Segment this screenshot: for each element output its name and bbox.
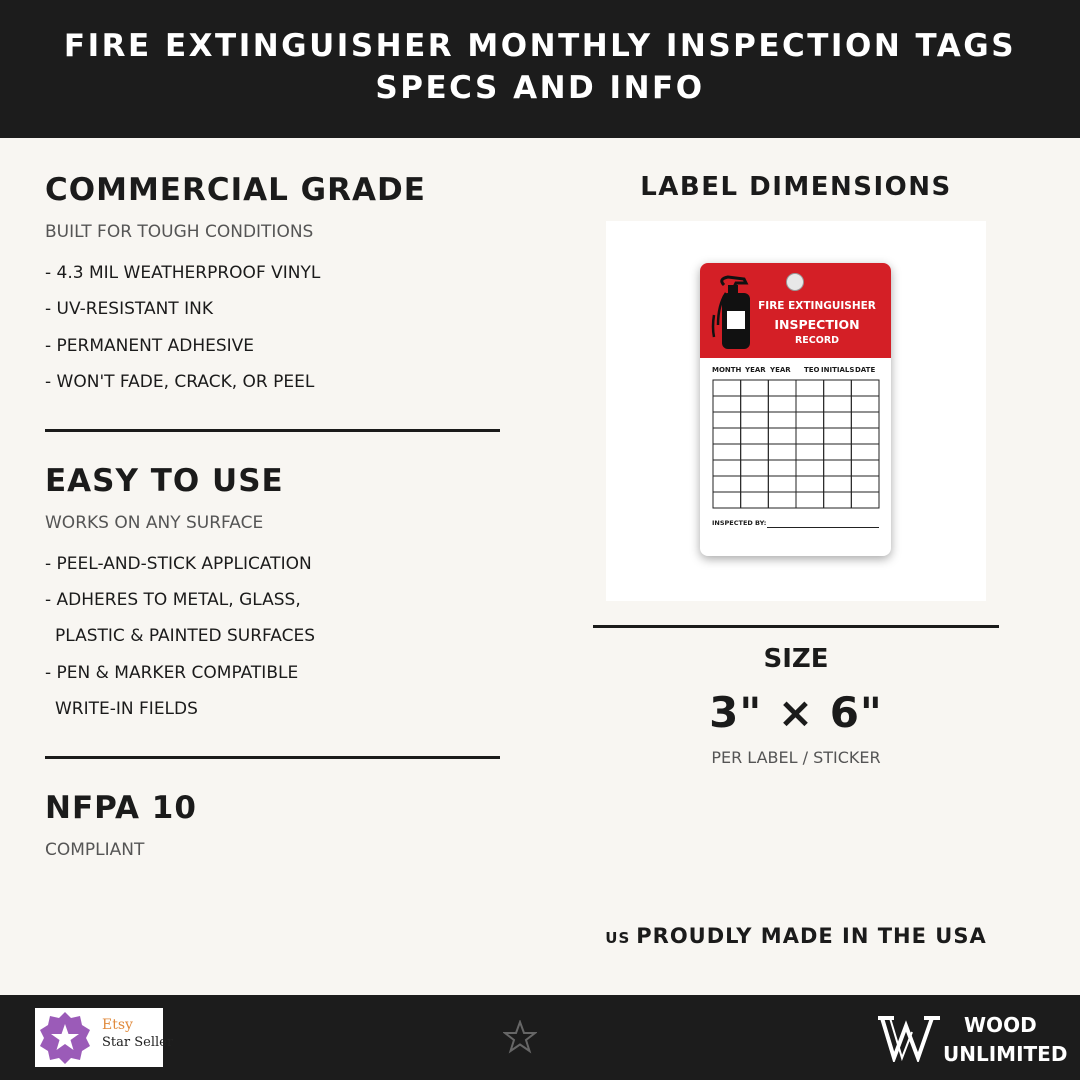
commercial-grade-title: COMMERCIAL GRADE [45,172,426,208]
tag-grid-cell [713,412,741,428]
tag-grid-cell [768,412,796,428]
tag-grid-cell [713,396,741,412]
tag-grid-cell [851,396,879,412]
tag-grid-cell [824,428,852,444]
tag-grid-cell [796,412,824,428]
tag-grid-cell [824,380,852,396]
tag-grid-cell [796,492,824,508]
tag-grid-cell [851,476,879,492]
tag-hole [786,273,804,291]
tag-grid-cell [851,428,879,444]
tag-grid-cell [851,492,879,508]
tag-grid-cell [768,444,796,460]
tag-grid-cell [713,492,741,508]
tag-grid-cell [851,460,879,476]
tag-grid-cell [768,428,796,444]
etsy-star-seller-badge [35,1008,174,1067]
tag-grid-cell [796,396,824,412]
tag-grid-cell [713,428,741,444]
tag-grid-cell [713,380,741,396]
tag-grid-cell [851,412,879,428]
tag-grid-cell [768,476,796,492]
country-code: US [605,929,631,947]
wood-unlimited-logo-icon [876,1012,942,1062]
tag-grid-cell [741,444,769,460]
star-seller-label: Star Seller [102,1035,174,1050]
commercial-grade-subtitle: BUILT FOR TOUGH CONDITIONS [45,222,314,242]
tag-grid-cell [768,396,796,412]
label-dimensions-title: LABEL DIMENSIONS [640,172,952,202]
made-in-usa-text: PROUDLY MADE IN THE USA [636,924,987,948]
nfpa-title: NFPA 10 [45,790,197,826]
tag-grid-cell [741,492,769,508]
tag-grid-cell [713,444,741,460]
section-divider [593,625,999,628]
tag-col-teo: TEO [804,366,820,374]
easy-bullet: WRITE-IN FIELDS [55,699,198,719]
tag-grid-cell [824,444,852,460]
tag-col-date: DATE [855,366,876,374]
tag-grid-cell [851,380,879,396]
easy-to-use-subtitle: WORKS ON ANY SURFACE [45,513,264,533]
size-value: 3" × 6" [709,688,883,737]
tag-title-line1: FIRE EXTINGUISHER [758,300,876,312]
easy-bullet: PLASTIC & PAINTED SURFACES [55,626,316,646]
section-divider [45,429,500,432]
tag-grid-cell [824,476,852,492]
tag-signature-line [767,527,879,528]
tag-col-initials: INITIALS [821,366,855,374]
tag-grid-cell [768,380,796,396]
tag-grid-cell [713,476,741,492]
fire-extinguisher-icon [710,275,758,353]
tag-grid-cell [741,380,769,396]
tag-grid-cell [741,476,769,492]
tag-record-grid [712,379,880,509]
star-seller-badge-icon [37,1010,93,1066]
tag-grid-cell [796,460,824,476]
easy-bullet: - PEN & MARKER COMPATIBLE [45,663,299,683]
tag-grid-cell [796,380,824,396]
brand-name-line2: UNLIMITED [943,1042,1068,1066]
section-divider [45,756,500,759]
nfpa-subtitle: COMPLIANT [45,840,145,860]
commercial-bullet: - WON'T FADE, CRACK, OR PEEL [45,372,315,392]
etsy-label: Etsy [102,1017,133,1033]
tag-grid-cell [824,492,852,508]
tag-title-line3: RECORD [794,335,840,346]
tag-col-year: YEAR [745,366,766,374]
tag-grid-cell [741,460,769,476]
page-header [0,0,1080,138]
page-footer [0,995,1080,1080]
commercial-bullet: - 4.3 MIL WEATHERPROOF VINYL [45,263,321,283]
size-note: PER LABEL / STICKER [711,748,881,767]
tag-grid-cell [741,428,769,444]
tag-grid-cell [741,396,769,412]
tag-inspected-by-label: INSPECTED BY: [712,519,767,527]
commercial-bullet: - UV-RESISTANT INK [45,299,213,319]
star-outline-icon [503,1020,537,1054]
brand-name-line1: WOOD [964,1013,1037,1037]
tag-grid-cell [851,444,879,460]
tag-grid-cell [796,476,824,492]
size-title: SIZE [763,644,829,674]
tag-grid-cell [768,492,796,508]
tag-grid-cell [824,396,852,412]
commercial-bullet: - PERMANENT ADHESIVE [45,336,255,356]
label-product-image [606,221,986,601]
page-title-line2: SPECS AND INFO [375,70,705,106]
tag-col-month: MONTH [712,366,742,374]
tag-grid-cell [824,412,852,428]
tag-grid-cell [824,460,852,476]
inspection-tag [700,263,891,556]
tag-col-year2: YEAR [770,366,791,374]
easy-to-use-title: EASY TO USE [45,463,284,499]
tag-title-line2: INSPECTION [774,317,860,332]
tag-grid-cell [741,412,769,428]
tag-grid-cell [796,428,824,444]
tag-grid-cell [768,460,796,476]
page-title-line1: FIRE EXTINGUISHER MONTHLY INSPECTION TAGS [63,28,1017,64]
tag-grid-cell [796,444,824,460]
tag-grid-cell [713,460,741,476]
easy-bullet: - ADHERES TO METAL, GLASS, [45,590,301,610]
easy-bullet: - PEEL-AND-STICK APPLICATION [45,554,312,574]
made-in-usa [596,924,996,948]
